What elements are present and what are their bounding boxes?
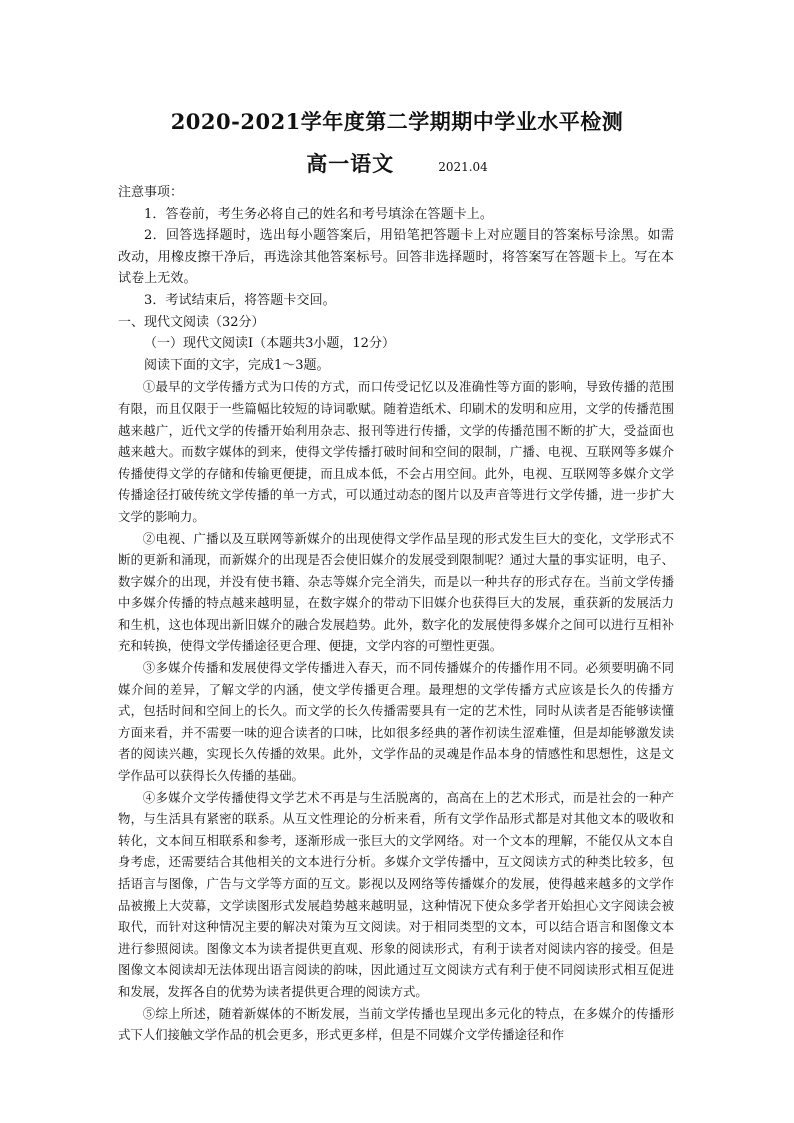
reading-instruction: 阅读下面的文字，完成1～3题。 [144,357,330,373]
subtitle-row [0,148,794,178]
passage-paragraph-1: ①最早的文学传播方式为口传的方式，而口传受记忆以及准确性等方面的影响，导致传播的范围有限，而且仅限于一些篇幅比较短的诗词歌赋。随着造纸术、印刷术的发明和应用，文学的传播范围越来越广，近代文学的传播开始利用杂志、报刊等进行传播，文学的传播范围不断的扩大，受益面也越来越大。而数字媒体的到来，使得文学传播打破时间和空间的限制，广播、电视、互联网等多媒介传播使得文学的存储和传输更便捷，而且成本低，不会占用空间。此外，电视、互联网等多媒介文学传播途径打破传统文学传播的单一方式，可以通过动态的图片以及声音等进行文学传播，进一步扩大文学的影响力。 [118,379,674,524]
exam-body [118,182,674,1046]
subject-title: 高一语文 [306,151,395,176]
note-item-3: 3．考试结束后，将答题卡交回。 [144,292,336,308]
passage-paragraph-4: ④多媒介文学传播使得文学艺术不再是与生活脱离的，高高在上的艺术形式，而是社会的一种产物，与生活具有紧密的联系。从互文性理论的分析来看，所有文学作品形式都是对其他文本的吸收和转化，文本间互相联系和参考，逐渐形成一张巨大的文学网络。对一个文本的理解，不能仅从文本自身考虑，还需要结合其他相关的文本进行分析。多媒介文学传播中，互文阅读方式的种类比较多，包括语言与图像，广告与文学等方面的互文。影视以及网络等传播媒介的发展，使得越来越多的文学作品被搬上大荧幕，文学读图形式发展趋势越来越明显，这种情况下使众多学者开始担心文字阅读会被取代，而针对这种情况主要的解决对策为互文阅读。对于相同类型的文本，可以结合语言和图像文本进行参照阅读。图像文本为读者提供更直观、形象的阅读形式，有利于读者对阅读内容的接受。但是图像文本阅读却无法体现出语言阅读的韵味，因此通过互文阅读方式有利于使不同阅读形式相互促进和发展，发挥各自的优势为读者提供更合理的阅读方式。 [118,789,674,999]
passage-paragraph-2: ②电视、广播以及互联网等新媒介的出现使得文学作品呈现的形式发生巨大的变化，文学形式不断的更新和涌现，而新媒介的出现是否会使旧媒介的发展受到限制呢？通过大量的事实证明，电子、数字媒介的出现，并没有使书籍、杂志等媒介完全消失，而是以一种共存的形式存在。当前文学传播中多媒介传播的特点越来越明显，在数字媒介的带动下旧媒介也获得巨大的发展，重获新的发展活力和生机，这也体现出新旧媒介的融合发展趋势。此外，数字化的发展使得多媒介之间可以进行互相补充和转换，使得文学传播途径更合理、便捷，文学内容的可塑性更强。 [118,530,674,654]
passage-paragraph-3: ③多媒介传播和发展使得文学传播进入春天，而不同传播媒介的传播作用不同。必须要明确不同媒介间的差异，了解文学的内涵，使文学传播更合理。最理想的文学传播方式应该是长久的传播方式，包括时间和空间上的长久。而文学的长久传播需要具有一定的艺术性，同时从读者是否能够读懂方面来看，并不需要一味的迎合读者的口味，比如很多经典的著作初读生涩难懂，但是却能够激发读者的阅读兴趣，实现长久传播的效果。此外，文学作品的灵魂是作品本身的情感性和思想性，这是文学作品可以获得长久传播的基础。 [118,660,674,784]
section-sub-heading: （一）现代文阅读Ⅰ（本题共3小题，12分） [144,336,395,352]
exam-date: 2021.04 [438,160,488,174]
note-item-2: 2．回答选择题时，选出每小题答案后，用铅笔把答题卡上对应题目的答案标号涂黑。如需改动，用橡皮擦干净后，再选涂其他答案标号。回答非选择题时，将答案写在答题卡上。写在本试卷上无效。 [118,228,674,287]
notes-heading: 注意事项： [118,185,184,200]
section-heading: 一、现代文阅读（32分） [118,314,265,330]
exam-title: 2020-2021学年度第二学期期中学业水平检测 [170,109,624,134]
note-item-1: 1．答卷前，考生务必将自己的姓名和考号填涂在答题卡上。 [144,206,493,222]
passage-paragraph-5: ⑤综上所述，随着新媒体的不断发展，当前文学传播也呈现出多元化的特点，在多媒介的传播形式下人们接触文学作品的机会更多，形式更多样，但是不同媒介文学传播途径和作 [118,1005,674,1043]
